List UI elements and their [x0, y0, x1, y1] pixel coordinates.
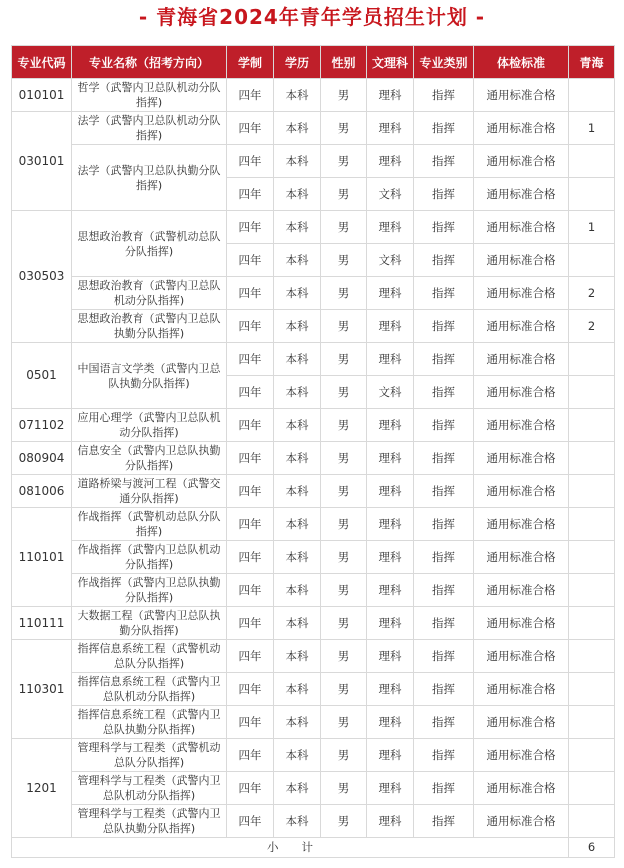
category-cell: 指挥: [414, 277, 474, 310]
gender-cell: 男: [321, 805, 367, 838]
degree-cell: 本科: [274, 211, 321, 244]
physical-standard-cell: 通用标准合格: [474, 178, 569, 211]
degree-cell: 本科: [274, 409, 321, 442]
arts-science-cell: 理科: [367, 343, 414, 376]
gender-cell: 男: [321, 244, 367, 277]
arts-science-cell: 文科: [367, 376, 414, 409]
physical-standard-cell: 通用标准合格: [474, 145, 569, 178]
physical-standard-cell: 通用标准合格: [474, 772, 569, 805]
table-row: [12, 442, 615, 475]
arts-science-cell: 理科: [367, 79, 414, 112]
header-duration: 学制: [227, 46, 274, 79]
table-row: [12, 277, 615, 310]
gender-cell: 男: [321, 178, 367, 211]
quota-cell: [569, 79, 615, 112]
category-cell: 指挥: [414, 739, 474, 772]
major-name-cell: 中国语言文学类（武警内卫总队执勤分队指挥): [72, 343, 227, 409]
quota-cell: 1: [569, 112, 615, 145]
header-major-category: 专业类别: [414, 46, 474, 79]
duration-cell: 四年: [227, 772, 274, 805]
quota-cell: [569, 409, 615, 442]
gender-cell: 男: [321, 706, 367, 739]
major-name-cell: 指挥信息系统工程（武警内卫总队执勤分队指挥): [72, 706, 227, 739]
table-row: [12, 508, 615, 541]
degree-cell: 本科: [274, 79, 321, 112]
degree-cell: 本科: [274, 178, 321, 211]
degree-cell: 本科: [274, 244, 321, 277]
quota-cell: 1: [569, 211, 615, 244]
physical-standard-cell: 通用标准合格: [474, 442, 569, 475]
duration-cell: 四年: [227, 79, 274, 112]
duration-cell: 四年: [227, 508, 274, 541]
major-name-cell: 法学（武警内卫总队机动分队指挥): [72, 112, 227, 145]
quota-cell: [569, 475, 615, 508]
table-header-row: [12, 46, 615, 79]
arts-science-cell: 文科: [367, 244, 414, 277]
arts-science-cell: 理科: [367, 211, 414, 244]
header-qinghai-quota: 青海: [569, 46, 615, 79]
degree-cell: 本科: [274, 343, 321, 376]
quota-cell: [569, 145, 615, 178]
gender-cell: 男: [321, 772, 367, 805]
quota-cell: [569, 739, 615, 772]
category-cell: 指挥: [414, 442, 474, 475]
degree-cell: 本科: [274, 673, 321, 706]
arts-science-cell: 理科: [367, 673, 414, 706]
degree-cell: 本科: [274, 442, 321, 475]
header-physical-standard: 体检标准: [474, 46, 569, 79]
table-row: [12, 574, 615, 607]
table-row: [12, 211, 615, 244]
table-row: [12, 805, 615, 838]
arts-science-cell: 理科: [367, 772, 414, 805]
major-code-cell: 0501: [12, 343, 72, 409]
degree-cell: 本科: [274, 805, 321, 838]
table-row: [12, 409, 615, 442]
duration-cell: 四年: [227, 211, 274, 244]
duration-cell: 四年: [227, 277, 274, 310]
major-code-cell: 081006: [12, 475, 72, 508]
header-arts-science: 文理科: [367, 46, 414, 79]
physical-standard-cell: 通用标准合格: [474, 112, 569, 145]
table-row: [12, 310, 615, 343]
gender-cell: 男: [321, 541, 367, 574]
major-code-cell: 071102: [12, 409, 72, 442]
table-row: [12, 343, 615, 376]
physical-standard-cell: 通用标准合格: [474, 739, 569, 772]
duration-cell: 四年: [227, 409, 274, 442]
physical-standard-cell: 通用标准合格: [474, 310, 569, 343]
subtotal-row: [12, 838, 615, 858]
major-name-cell: 作战指挥（武警机动总队分队指挥): [72, 508, 227, 541]
category-cell: 指挥: [414, 607, 474, 640]
physical-standard-cell: 通用标准合格: [474, 508, 569, 541]
table-row: [12, 640, 615, 673]
gender-cell: 男: [321, 277, 367, 310]
arts-science-cell: 理科: [367, 640, 414, 673]
arts-science-cell: 理科: [367, 409, 414, 442]
physical-standard-cell: 通用标准合格: [474, 409, 569, 442]
arts-science-cell: 理科: [367, 508, 414, 541]
arts-science-cell: 理科: [367, 541, 414, 574]
duration-cell: 四年: [227, 607, 274, 640]
subtotal-value: 6: [569, 838, 615, 858]
major-name-cell: 管理科学与工程类（武警内卫总队执勤分队指挥): [72, 805, 227, 838]
gender-cell: 男: [321, 145, 367, 178]
physical-standard-cell: 通用标准合格: [474, 244, 569, 277]
arts-science-cell: 理科: [367, 805, 414, 838]
gender-cell: 男: [321, 442, 367, 475]
major-name-cell: 思想政治教育（武警机动总队分队指挥): [72, 211, 227, 277]
major-code-cell: 030503: [12, 211, 72, 343]
quota-cell: [569, 343, 615, 376]
major-name-cell: 哲学（武警内卫总队机动分队指挥): [72, 79, 227, 112]
table-row: [12, 475, 615, 508]
category-cell: 指挥: [414, 145, 474, 178]
degree-cell: 本科: [274, 310, 321, 343]
gender-cell: 男: [321, 475, 367, 508]
category-cell: 指挥: [414, 508, 474, 541]
table-row: [12, 112, 615, 145]
duration-cell: 四年: [227, 541, 274, 574]
gender-cell: 男: [321, 211, 367, 244]
physical-standard-cell: 通用标准合格: [474, 706, 569, 739]
physical-standard-cell: 通用标准合格: [474, 607, 569, 640]
quota-cell: [569, 244, 615, 277]
degree-cell: 本科: [274, 607, 321, 640]
quota-cell: [569, 376, 615, 409]
physical-standard-cell: 通用标准合格: [474, 673, 569, 706]
duration-cell: 四年: [227, 442, 274, 475]
major-name-cell: 思想政治教育（武警内卫总队机动分队指挥): [72, 277, 227, 310]
major-name-cell: 道路桥梁与渡河工程（武警交通分队指挥): [72, 475, 227, 508]
category-cell: 指挥: [414, 112, 474, 145]
category-cell: 指挥: [414, 178, 474, 211]
quota-cell: [569, 772, 615, 805]
physical-standard-cell: 通用标准合格: [474, 343, 569, 376]
category-cell: 指挥: [414, 310, 474, 343]
gender-cell: 男: [321, 640, 367, 673]
table-row: [12, 739, 615, 772]
major-name-cell: 大数据工程（武警内卫总队执勤分队指挥): [72, 607, 227, 640]
major-code-cell: 080904: [12, 442, 72, 475]
gender-cell: 男: [321, 376, 367, 409]
arts-science-cell: 文科: [367, 178, 414, 211]
quota-cell: [569, 178, 615, 211]
gender-cell: 男: [321, 112, 367, 145]
table-row: [12, 145, 615, 178]
major-name-cell: 思想政治教育（武警内卫总队执勤分队指挥): [72, 310, 227, 343]
gender-cell: 男: [321, 607, 367, 640]
category-cell: 指挥: [414, 79, 474, 112]
degree-cell: 本科: [274, 706, 321, 739]
quota-cell: [569, 508, 615, 541]
duration-cell: 四年: [227, 673, 274, 706]
arts-science-cell: 理科: [367, 112, 414, 145]
major-name-cell: 管理科学与工程类（武警机动总队分队指挥): [72, 739, 227, 772]
gender-cell: 男: [321, 409, 367, 442]
major-name-cell: 指挥信息系统工程（武警内卫总队机动分队指挥): [72, 673, 227, 706]
gender-cell: 男: [321, 79, 367, 112]
duration-cell: 四年: [227, 145, 274, 178]
duration-cell: 四年: [227, 574, 274, 607]
gender-cell: 男: [321, 739, 367, 772]
header-major-code: 专业代码: [12, 46, 72, 79]
physical-standard-cell: 通用标准合格: [474, 376, 569, 409]
major-name-cell: 管理科学与工程类（武警内卫总队机动分队指挥): [72, 772, 227, 805]
degree-cell: 本科: [274, 277, 321, 310]
category-cell: 指挥: [414, 805, 474, 838]
degree-cell: 本科: [274, 739, 321, 772]
header-gender: 性别: [321, 46, 367, 79]
category-cell: 指挥: [414, 574, 474, 607]
table-row: [12, 673, 615, 706]
degree-cell: 本科: [274, 475, 321, 508]
degree-cell: 本科: [274, 145, 321, 178]
quota-cell: 2: [569, 310, 615, 343]
major-name-cell: 信息安全（武警内卫总队执勤分队指挥): [72, 442, 227, 475]
table-row: [12, 706, 615, 739]
table-row: [12, 607, 615, 640]
gender-cell: 男: [321, 673, 367, 706]
degree-cell: 本科: [274, 112, 321, 145]
quota-cell: [569, 805, 615, 838]
category-cell: 指挥: [414, 673, 474, 706]
physical-standard-cell: 通用标准合格: [474, 79, 569, 112]
major-code-cell: 110301: [12, 640, 72, 739]
arts-science-cell: 理科: [367, 277, 414, 310]
table-row: [12, 541, 615, 574]
major-code-cell: 110111: [12, 607, 72, 640]
category-cell: 指挥: [414, 706, 474, 739]
duration-cell: 四年: [227, 475, 274, 508]
duration-cell: 四年: [227, 244, 274, 277]
major-code-cell: 110101: [12, 508, 72, 607]
physical-standard-cell: 通用标准合格: [474, 211, 569, 244]
degree-cell: 本科: [274, 772, 321, 805]
header-major-name: 专业名称（招考方向）: [72, 46, 227, 79]
subtotal-label: 小 计: [12, 838, 569, 858]
arts-science-cell: 理科: [367, 310, 414, 343]
table-row: [12, 772, 615, 805]
physical-standard-cell: 通用标准合格: [474, 277, 569, 310]
arts-science-cell: 理科: [367, 574, 414, 607]
degree-cell: 本科: [274, 508, 321, 541]
degree-cell: 本科: [274, 376, 321, 409]
duration-cell: 四年: [227, 112, 274, 145]
arts-science-cell: 理科: [367, 739, 414, 772]
physical-standard-cell: 通用标准合格: [474, 805, 569, 838]
enrollment-table: [11, 45, 615, 858]
major-code-cell: 010101: [12, 79, 72, 112]
duration-cell: 四年: [227, 343, 274, 376]
table-row: [12, 79, 615, 112]
category-cell: 指挥: [414, 409, 474, 442]
arts-science-cell: 理科: [367, 475, 414, 508]
major-code-cell: 1201: [12, 739, 72, 838]
arts-science-cell: 理科: [367, 607, 414, 640]
major-name-cell: 法学（武警内卫总队执勤分队指挥): [72, 145, 227, 211]
category-cell: 指挥: [414, 244, 474, 277]
arts-science-cell: 理科: [367, 706, 414, 739]
duration-cell: 四年: [227, 178, 274, 211]
category-cell: 指挥: [414, 772, 474, 805]
duration-cell: 四年: [227, 706, 274, 739]
duration-cell: 四年: [227, 376, 274, 409]
category-cell: 指挥: [414, 640, 474, 673]
arts-science-cell: 理科: [367, 145, 414, 178]
degree-cell: 本科: [274, 574, 321, 607]
major-name-cell: 作战指挥（武警内卫总队机动分队指挥): [72, 541, 227, 574]
quota-cell: [569, 541, 615, 574]
quota-cell: [569, 673, 615, 706]
header-degree: 学历: [274, 46, 321, 79]
category-cell: 指挥: [414, 541, 474, 574]
major-name-cell: 作战指挥（武警内卫总队执勤分队指挥): [72, 574, 227, 607]
physical-standard-cell: 通用标准合格: [474, 640, 569, 673]
physical-standard-cell: 通用标准合格: [474, 541, 569, 574]
gender-cell: 男: [321, 574, 367, 607]
quota-cell: 2: [569, 277, 615, 310]
major-name-cell: 应用心理学（武警内卫总队机动分队指挥): [72, 409, 227, 442]
category-cell: 指挥: [414, 475, 474, 508]
category-cell: 指挥: [414, 343, 474, 376]
arts-science-cell: 理科: [367, 442, 414, 475]
gender-cell: 男: [321, 508, 367, 541]
major-code-cell: 030101: [12, 112, 72, 211]
physical-standard-cell: 通用标准合格: [474, 574, 569, 607]
quota-cell: [569, 442, 615, 475]
duration-cell: 四年: [227, 310, 274, 343]
quota-cell: [569, 706, 615, 739]
degree-cell: 本科: [274, 541, 321, 574]
duration-cell: 四年: [227, 640, 274, 673]
degree-cell: 本科: [274, 640, 321, 673]
quota-cell: [569, 640, 615, 673]
duration-cell: 四年: [227, 805, 274, 838]
gender-cell: 男: [321, 343, 367, 376]
duration-cell: 四年: [227, 739, 274, 772]
quota-cell: [569, 607, 615, 640]
physical-standard-cell: 通用标准合格: [474, 475, 569, 508]
page-title: - 青海省2024年青年学员招生计划 -: [138, 5, 486, 29]
category-cell: 指挥: [414, 376, 474, 409]
category-cell: 指挥: [414, 211, 474, 244]
major-name-cell: 指挥信息系统工程（武警机动总队分队指挥): [72, 640, 227, 673]
gender-cell: 男: [321, 310, 367, 343]
quota-cell: [569, 574, 615, 607]
